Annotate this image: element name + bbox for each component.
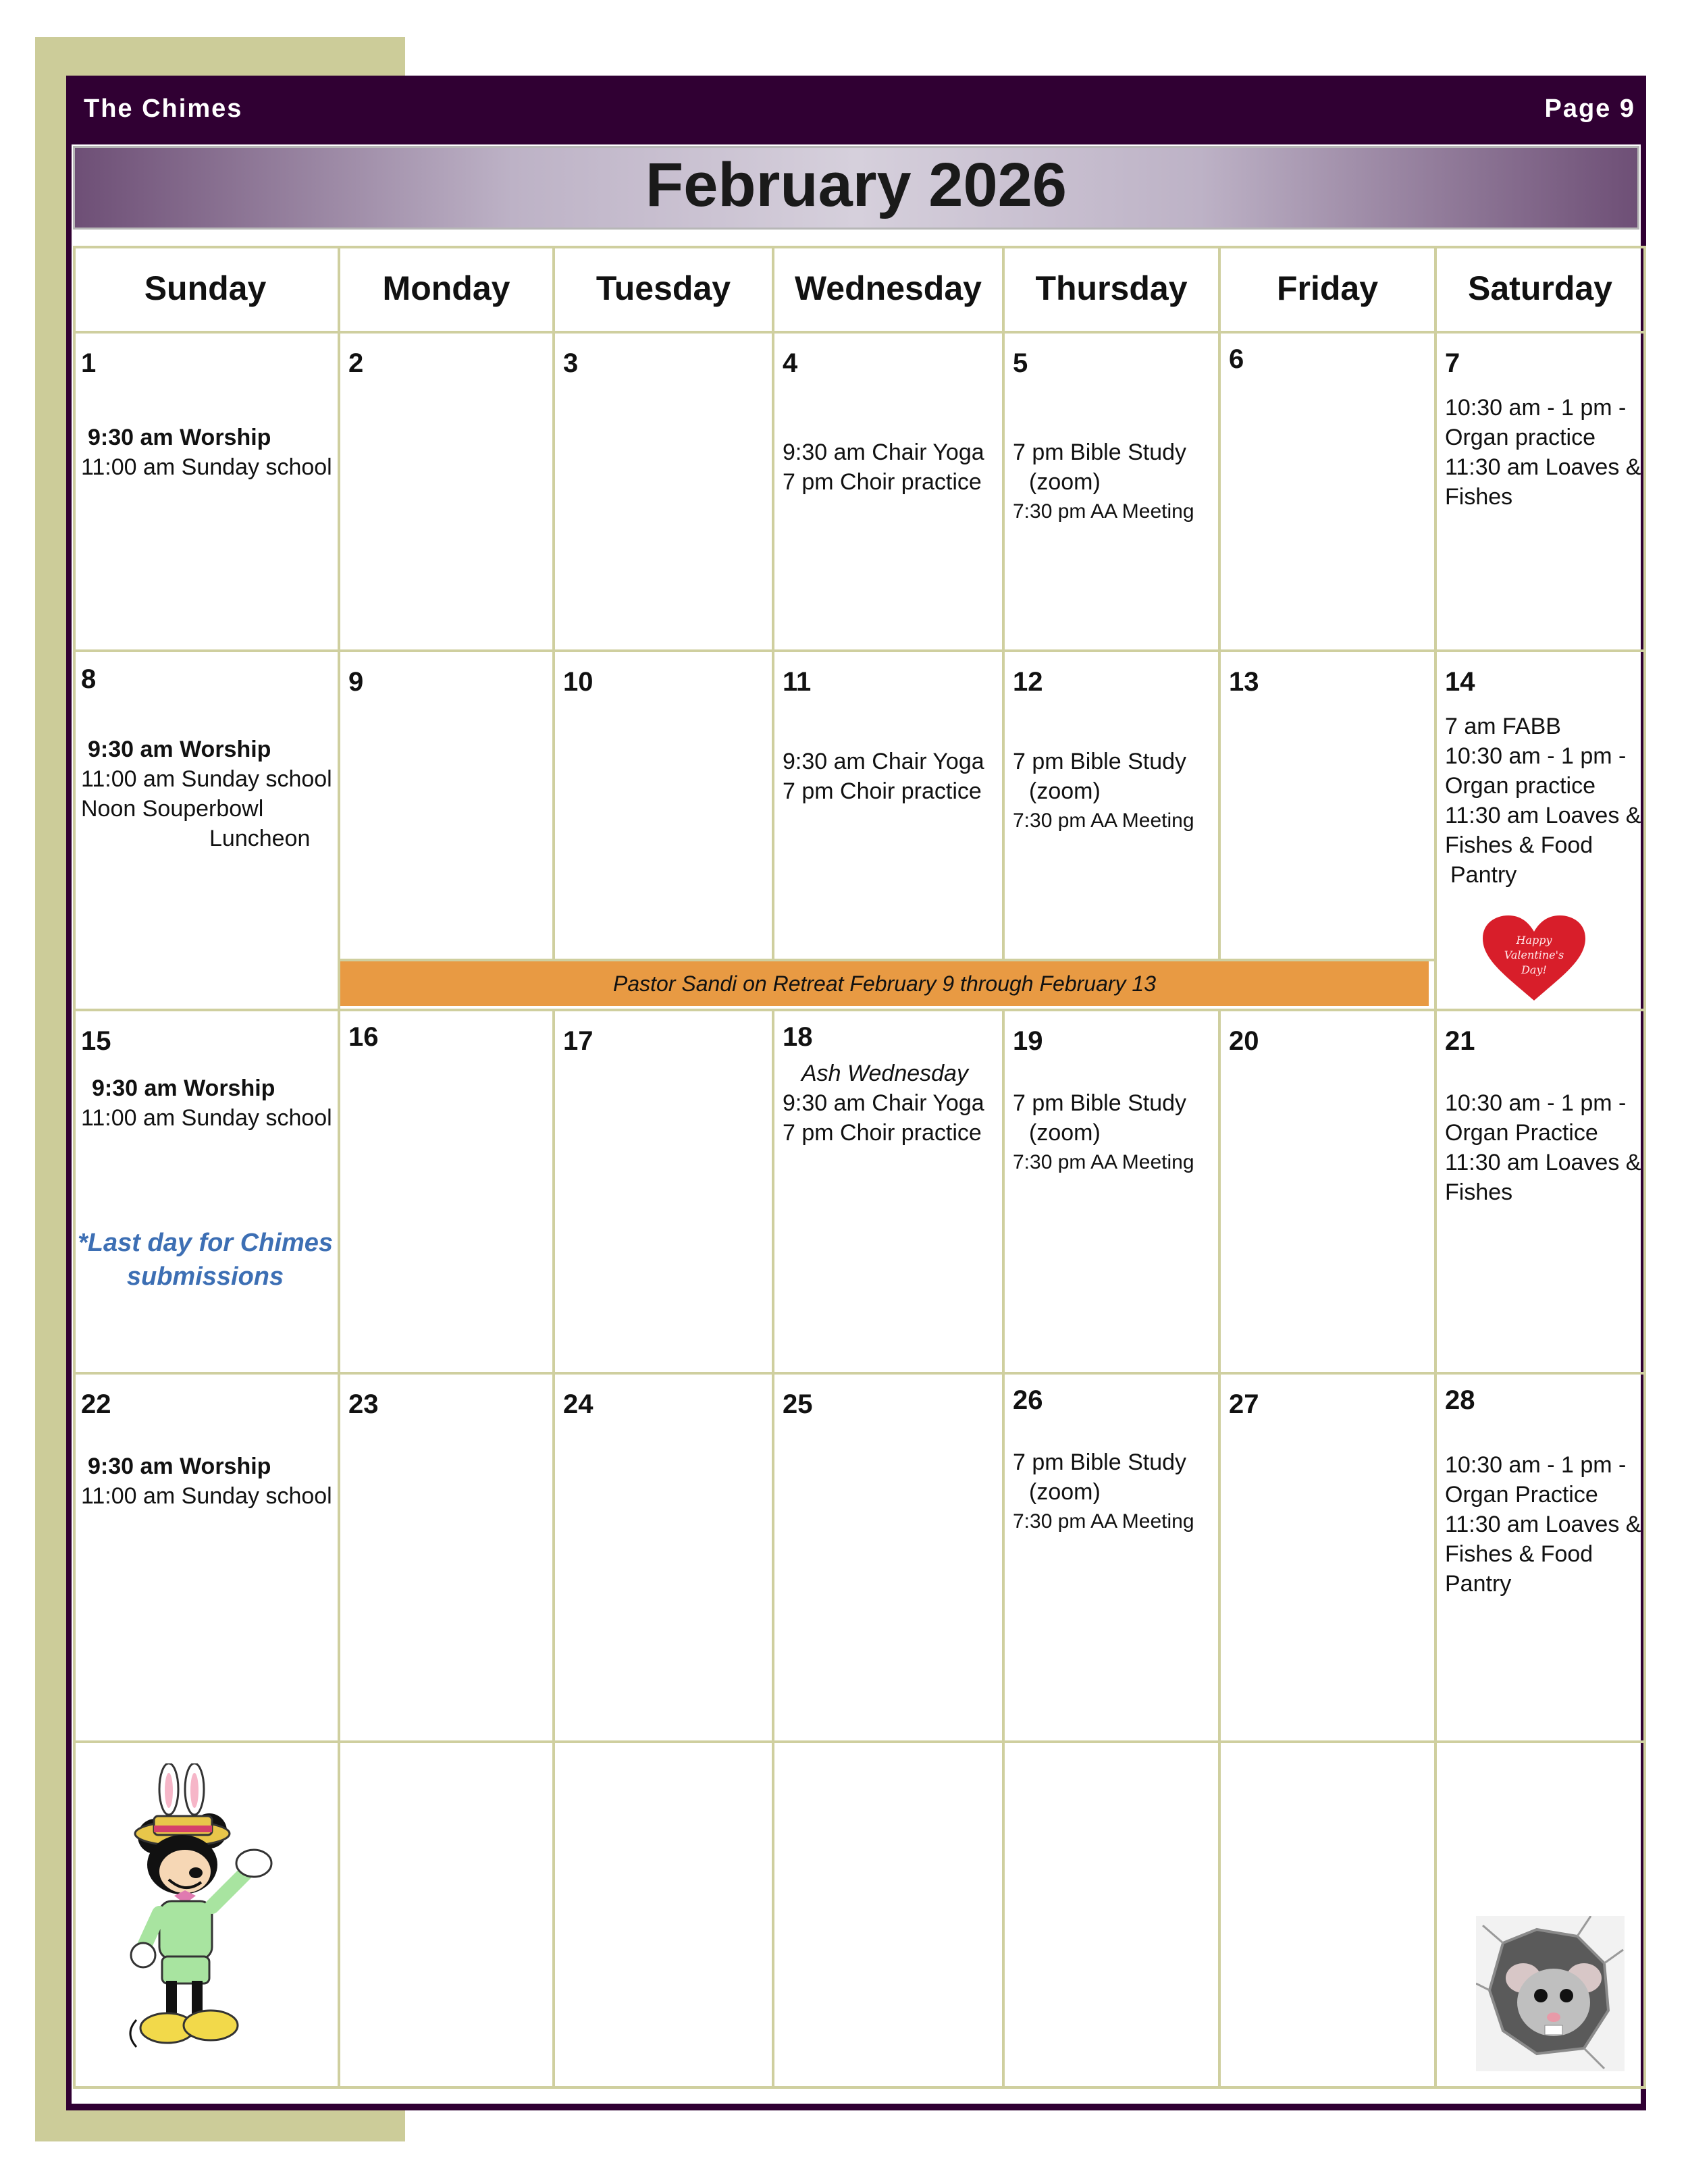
event: (zoom) [1029,778,1101,804]
day-number: 15 [81,1026,111,1056]
event: Fishes & Food [1445,832,1593,858]
mouse-in-wall-icon [1476,1916,1625,2071]
day-number: 17 [563,1026,594,1056]
event: 11:00 am Sunday school [81,1105,332,1131]
day-number: 1 [81,348,97,378]
day-cell-22 [73,1375,340,1743]
event: 7 pm Choir practice [783,778,982,804]
event: 11:00 am Sunday school [81,1483,332,1509]
event: 7:30 pm AA Meeting [1013,1510,1194,1533]
day-cell-8 [73,652,340,1011]
page-number: Page 9 [1544,95,1635,123]
event: 7:30 pm AA Meeting [1013,500,1194,523]
event: 7 pm Bible Study [1013,1449,1187,1475]
day-cell-1 [73,334,340,652]
day-number: 13 [1229,667,1259,697]
day-number: 4 [783,348,798,378]
month-title: February 2026 [645,151,1067,219]
event: 9:30 am Chair Yoga [783,749,984,774]
heart-text-line: Day! [1521,963,1547,976]
empty-cell [1437,1743,1646,2089]
day-cell-4 [774,334,1005,652]
day-number: 6 [1229,344,1244,374]
event: Organ practice [1445,425,1595,450]
day-cell-21 [1437,1011,1646,1375]
event: Noon Souperbowl [81,796,264,822]
day-cell-9 [340,652,555,961]
day-cell-28 [1437,1375,1646,1743]
event: 10:30 am - 1 pm - [1445,1090,1627,1116]
event: Pantry [1445,1571,1512,1597]
day-cell-19 [1005,1011,1221,1375]
event: Organ Practice [1445,1120,1598,1146]
event: 10:30 am - 1 pm - [1445,395,1627,421]
event: 11:00 am Sunday school [81,454,332,480]
event: 7 pm Choir practice [783,1120,982,1146]
day-number: 9 [348,667,364,697]
day-number: 25 [783,1389,813,1419]
event: 10:30 am - 1 pm - [1445,743,1627,769]
day-number: 12 [1013,667,1043,697]
event: 11:00 am Sunday school [81,766,332,792]
cartoon-mouse-icon [120,1763,296,2060]
event: (zoom) [1029,469,1101,495]
event: (zoom) [1029,1120,1101,1146]
event: 9:30 am Chair Yoga [783,440,984,465]
day-number: 24 [563,1389,594,1419]
day-cell-14 [1437,652,1646,1011]
day-number: 19 [1013,1026,1043,1056]
day-number: 27 [1229,1389,1259,1419]
day-cell-17 [555,1011,774,1375]
day-number: 18 [783,1022,813,1052]
heart-text-line: Valentine's [1504,949,1564,961]
dayname-monday: Monday [340,246,555,334]
day-number: 10 [563,667,594,697]
valentine-heart-icon [1480,913,1588,1003]
newsletter-title: The Chimes [84,95,243,123]
event: 10:30 am - 1 pm - [1445,1452,1627,1478]
day-number: 22 [81,1389,111,1419]
event: Fishes [1445,484,1513,510]
day-cell-16 [340,1011,555,1375]
day-number: 26 [1013,1385,1043,1415]
event: (zoom) [1029,1479,1101,1505]
retreat-banner: Pastor Sandi on Retreat February 9 through February 13 [340,961,1429,1006]
event: 7 pm Bible Study [1013,1090,1187,1116]
chimes-deadline-note: *Last day for Chimes [78,1229,333,1257]
event: Fishes & Food [1445,1541,1593,1567]
empty-cell [1005,1743,1221,2089]
empty-cell [774,1743,1005,2089]
day-cell-5 [1005,334,1221,652]
empty-cell [1221,1743,1437,2089]
event: Ash Wednesday [801,1061,968,1086]
day-number: 5 [1013,348,1028,378]
day-cell-10 [555,652,774,961]
day-number: 3 [563,348,579,378]
day-cell-23 [340,1375,555,1743]
event: 9:30 am Worship [88,1454,271,1479]
event: Pantry [1450,862,1517,888]
dayname-saturday: Saturday [1437,246,1646,334]
day-number: 20 [1229,1026,1259,1056]
day-cell-2 [340,334,555,652]
day-number: 28 [1445,1385,1475,1415]
dayname-wednesday: Wednesday [774,246,1005,334]
day-cell-25 [774,1375,1005,1743]
day-cell-20 [1221,1011,1437,1375]
event: Fishes [1445,1179,1513,1205]
event: 7:30 pm AA Meeting [1013,1151,1194,1173]
day-number: 21 [1445,1026,1475,1056]
day-cell-12 [1005,652,1221,961]
day-cell-15 [73,1011,340,1375]
dayname-thursday: Thursday [1005,246,1221,334]
day-cell-13 [1221,652,1437,961]
event: 11:30 am Loaves & [1445,1512,1641,1537]
day-number: 14 [1445,667,1475,697]
event: 11:30 am Loaves & [1445,803,1641,828]
day-cell-24 [555,1375,774,1743]
day-number: 2 [348,348,364,378]
event: 7 pm Bible Study [1013,749,1187,774]
day-number: 16 [348,1022,379,1052]
event: 7:30 pm AA Meeting [1013,809,1194,832]
day-number: 8 [81,664,97,694]
dayname-sunday: Sunday [73,246,340,334]
empty-cell [73,1743,340,2089]
empty-cell [555,1743,774,2089]
day-cell-11 [774,652,1005,961]
chimes-deadline-note: submissions [126,1262,284,1291]
event: Organ Practice [1445,1482,1598,1508]
heart-text-line: Happy [1516,934,1552,947]
event: 9:30 am Chair Yoga [783,1090,984,1116]
event: 9:30 am Worship [88,737,271,762]
event: 7 pm Choir practice [783,469,982,495]
event: 11:30 am Loaves & [1445,1150,1641,1175]
day-number: 11 [783,667,812,697]
day-cell-27 [1221,1375,1437,1743]
day-number: 23 [348,1389,379,1419]
day-number: 7 [1445,348,1460,378]
event: 7 pm Bible Study [1013,440,1187,465]
dayname-tuesday: Tuesday [555,246,774,334]
dayname-friday: Friday [1221,246,1437,334]
event: 9:30 am Worship [92,1075,275,1101]
event: 11:30 am Loaves & [1445,454,1641,480]
event: Luncheon [209,826,311,851]
event: Organ practice [1445,773,1595,799]
empty-cell [340,1743,555,2089]
day-cell-26 [1005,1375,1221,1743]
day-cell-3 [555,334,774,652]
day-cell-7 [1437,334,1646,652]
day-cell-6 [1221,334,1437,652]
event: 9:30 am Worship [88,425,271,450]
event: 7 am FABB [1445,714,1561,739]
day-cell-18 [774,1011,1005,1375]
